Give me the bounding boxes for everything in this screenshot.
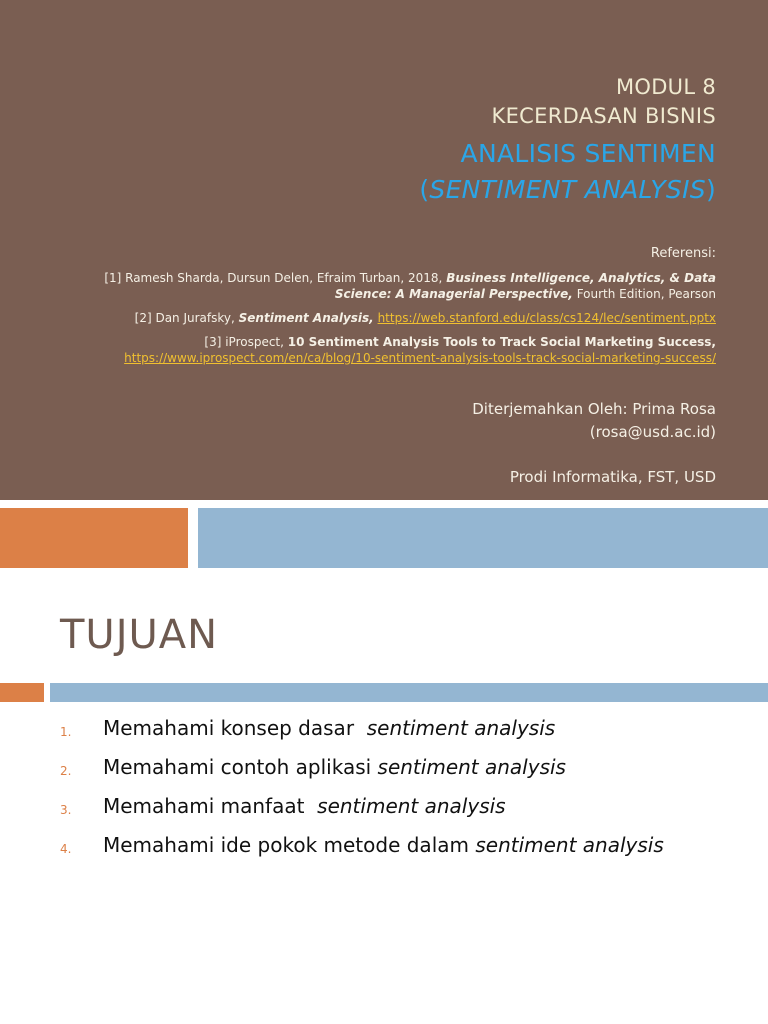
- reference-2: [2] Dan Jurafsky, Sentiment Analysis, https://web.stanford.edu/class/cs124/lec/sentiment.pptx: [134, 311, 716, 325]
- list-item: [60, 833, 760, 872]
- reference-1: [1] Ramesh Sharda, Dursun Delen, Efraim Turban, 2018, Business Intelligence, Analytics, & Data Science: A Managerial Perspective, Fourth Edition, Pearson: [104, 271, 716, 301]
- divider-bar-orange: [0, 683, 44, 702]
- course-subtitle: KECERDASAN BISNIS: [491, 104, 716, 128]
- translator-name: Diterjemahkan Oleh: Prima Rosa: [472, 400, 716, 418]
- slide-main-title: ANALISIS SENTIMEN: [460, 139, 716, 168]
- objectives-heading: TUJUAN: [60, 612, 219, 658]
- accent-bar-blue: [198, 508, 768, 568]
- module-label: MODUL 8: [615, 75, 716, 99]
- reference-2-title: Sentiment Analysis,: [238, 311, 374, 325]
- list-number: 1.: [60, 725, 72, 739]
- objective-text: Memahami konsep dasar sentiment analysis: [103, 716, 556, 740]
- reference-3: [3] iProspect, 10 Sentiment Analysis Tools to Track Social Marketing Success, https://www.iprospect.com/en/ca/blog/10-sentiment-analysis-tools-track-social-marketing-success/: [124, 335, 716, 365]
- department-label: Prodi Informatika, FST, USD: [509, 468, 716, 486]
- reference-2-link[interactable]: https://web.stanford.edu/class/cs124/lec/sentiment.pptx: [377, 311, 716, 325]
- objectives-list: [60, 716, 760, 872]
- english-title-italic: SENTIMENT ANALYSIS: [429, 175, 706, 204]
- objective-text: Memahami manfaat sentiment analysis: [103, 794, 506, 818]
- objective-text: Memahami contoh aplikasi sentiment analysis: [103, 755, 566, 779]
- list-item: [60, 716, 760, 755]
- list-item: [60, 794, 760, 833]
- divider-bar-blue: [50, 683, 768, 702]
- reference-3-link[interactable]: https://www.iprospect.com/en/ca/blog/10-sentiment-analysis-tools-track-social-marketing-success/: [124, 351, 716, 365]
- translator-email: (rosa@usd.ac.id): [589, 423, 716, 441]
- list-number: 4.: [60, 842, 72, 856]
- list-item: [60, 755, 760, 794]
- reference-1-title: Business Intelligence, Analytics, & Data Science: A Managerial Perspective,: [334, 271, 716, 301]
- slide-main-title-english: (SENTIMENT ANALYSIS): [419, 175, 716, 204]
- list-number: 2.: [60, 764, 72, 778]
- objective-text: Memahami ide pokok metode dalam sentiment analysis: [103, 833, 664, 857]
- references-heading: Referensi:: [650, 246, 716, 261]
- reference-3-title: 10 Sentiment Analysis Tools to Track Social Marketing Success,: [287, 335, 716, 349]
- title-slide: [0, 0, 768, 500]
- accent-bar-orange: [0, 508, 188, 568]
- list-number: 3.: [60, 803, 72, 817]
